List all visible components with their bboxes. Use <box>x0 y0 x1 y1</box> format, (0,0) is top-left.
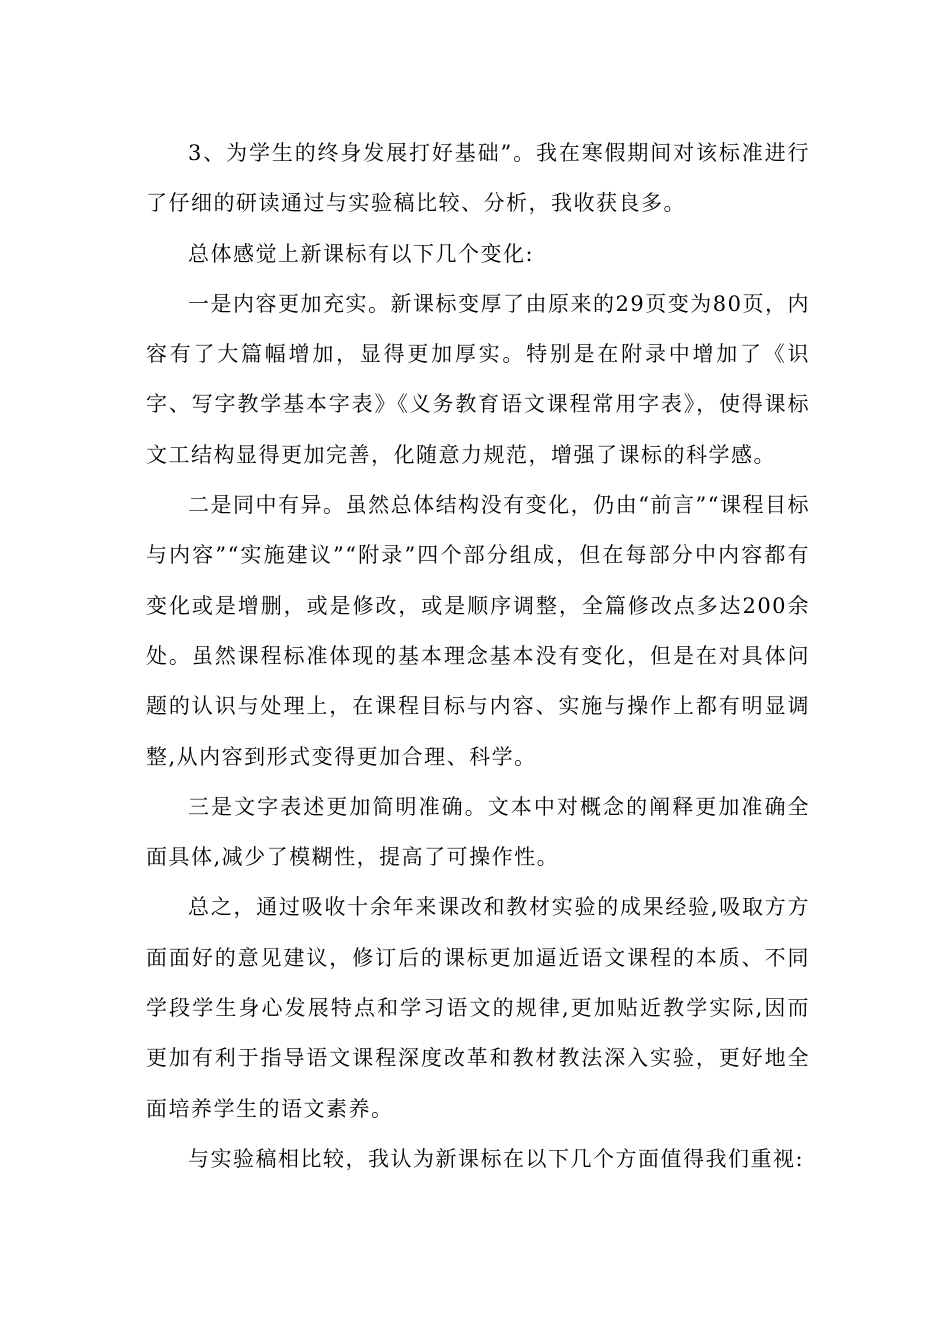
paragraph-6: 总之，通过吸收十余年来课改和教材实验的成果经验,吸取方方面面好的意见建议，修订后的课标更加逼近语文课程的本质、不同学段学生身心发展特点和学习语文的规律,更加贴近教学实际,因而更加有利于指导语文课程深度改革和教材教法深入实验，更好地全面培养学生的语文素养。 <box>146 895 810 1121</box>
paragraph-2: 总体感觉上新课标有以下几个变化: <box>188 241 535 266</box>
document-body <box>146 128 810 1184</box>
paragraph-7: 与实验稿相比较，我认为新课标在以下几个方面值得我们重视: <box>188 1146 805 1171</box>
paragraph-4: 二是同中有异。虽然总体结构没有变化，仍由“前言”“课程目标与内容”“实施建议”“附录”四个部分组成，但在每部分中内容都有变化或是增删，或是修改，或是顺序调整，全篇修改点多达200余处。虽然课程标准体现的基本理念基本没有变化，但是在对具体问题的认识与处理上，在课程目标与内容、实施与操作上都有明显调整,从内容到形式变得更加合理、科学。 <box>146 493 810 769</box>
paragraph-3: 一是内容更加充实。新课标变厚了由原来的29页变为80页，内容有了大篇幅增加，显得更加厚实。特别是在附录中增加了《识字、写字教学基本字表》《义务教育语文课程常用字表》，使得课标文工结构显得更加完善，化随意力规范，增强了课标的科学感。 <box>146 291 810 467</box>
paragraph-5: 三是文字表述更加简明准确。文本中对概念的阐释更加准确全面具体,减少了模糊性，提高了可操作性。 <box>146 794 810 870</box>
paragraph-1: 3、为学生的终身发展打好基础”。我在寒假期间对该标准进行了仔细的研读通过与实验稿比较、分析，我收获良多。 <box>146 141 810 216</box>
